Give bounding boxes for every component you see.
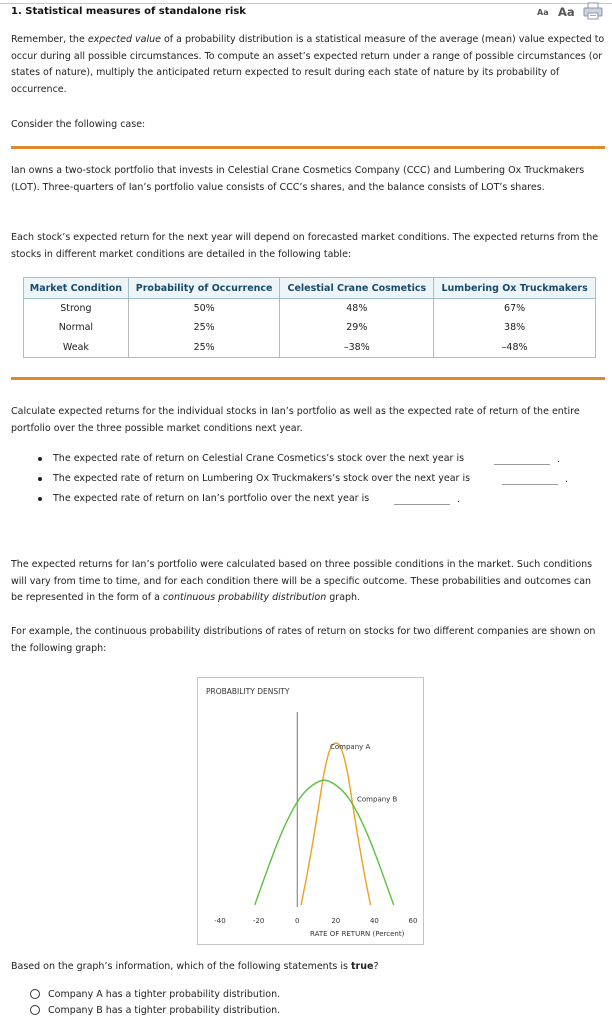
consider-text: Consider the following case:: [11, 119, 146, 130]
table-cell: –38%: [280, 338, 434, 358]
series-label: Company A: [330, 743, 371, 751]
list-item-text: The expected rate of return on Lumbering Ox Truckmakers’s stock over the next year is: [53, 473, 471, 484]
graph-intro-paragraph: For example, the continuous probability distributions of rates of return on stocks for two different companies are shown on the following graph:: [11, 626, 596, 654]
x-tick-label: 60: [408, 917, 418, 925]
x-tick-label: 0: [294, 917, 300, 925]
list-item-text: The expected rate of return on Ian’s portfolio over the next year is: [53, 493, 370, 504]
y-axis-label: PROBABILITY DENSITY: [206, 687, 290, 696]
calculate-prompt: Calculate expected returns for the individual stocks in Ian’s portfolio as well as the expected rate of return of the entire portfolio over the three possible market conditions next year.: [11, 406, 580, 434]
section-divider: [11, 377, 605, 380]
column-header: Celestial Crane Cosmetics: [280, 278, 434, 299]
period-text: .: [565, 474, 569, 485]
table-row: [24, 299, 596, 319]
table-cell: 29%: [280, 318, 434, 337]
table-cell: Weak: [62, 341, 89, 353]
market-conditions-table: [23, 277, 596, 358]
answer-blank-portfolio[interactable]: [394, 504, 450, 505]
bullet-icon: [38, 457, 42, 461]
table-row: [24, 338, 596, 358]
period-text: .: [457, 494, 461, 505]
x-axis-label: RATE OF RETURN (Percent): [310, 930, 405, 938]
table-cell: 25%: [128, 318, 280, 337]
table-cell: Strong: [60, 303, 92, 315]
list-item-text: The expected rate of return on Celestial Crane Cosmetics’s stock over the next year is: [53, 453, 465, 464]
list-item: [38, 491, 598, 511]
probability-distribution-graph: [197, 677, 424, 945]
table-cell: 25%: [128, 338, 280, 358]
column-header: Probability of Occurrence: [128, 278, 280, 299]
table-cell: 50%: [128, 299, 280, 319]
x-tick-label: -40: [214, 917, 226, 925]
table-row: [24, 318, 596, 337]
bullet-icon: [38, 497, 42, 501]
top-divider: [0, 3, 612, 4]
column-header: Market Condition: [24, 278, 129, 299]
intro-paragraph: Remember, the expected value of a probability distribution is a statistical measure of the average (mean) value expected to occur during all possible circumstances. To compute an asset’s expected return under a range of possible circumstances (or states of nature), multiply the anticipated return expected to result during each state of nature by its probability of occurrence.: [11, 34, 605, 95]
option-label: Company A has a tighter probability distribution.: [48, 989, 281, 1000]
x-tick-label: 20: [331, 917, 341, 925]
option-label: Company B has a tighter probability distribution.: [48, 1005, 281, 1016]
table-cell: 48%: [280, 299, 434, 319]
answer-blank-ccc[interactable]: [494, 464, 550, 465]
distribution-chart: [198, 678, 423, 944]
decrease-font-button[interactable]: Aa: [537, 8, 549, 17]
section-divider: [11, 146, 605, 149]
series-line-company-a: [301, 743, 370, 905]
table-intro-paragraph: Each stock’s expected return for the next year will depend on forecasted market conditions. The expected returns from the stocks in different market conditions are detailed in the following table:: [11, 232, 599, 260]
expected-return-list: [38, 451, 598, 511]
list-item: [38, 451, 598, 471]
case-paragraph: Ian owns a two-stock portfolio that invests in Celestial Crane Cosmetics Company (CCC) and Lumbering Ox Truckmakers (LOT). Three-quarters of Ian’s portfolio value consists of CCC’s shares, and the balance consists of LOT’s shares.: [11, 165, 585, 193]
page-title: 1. Statistical measures of standalone risk: [11, 6, 246, 17]
x-tick-label: 40: [369, 917, 379, 925]
column-header: Lumbering Ox Truckmakers: [434, 278, 596, 299]
table-header-row: [24, 278, 596, 299]
table-cell: Normal: [58, 322, 94, 334]
answer-blank-lot[interactable]: [502, 484, 558, 485]
bullet-icon: [38, 477, 42, 481]
print-icon[interactable]: [583, 2, 603, 23]
radio-button[interactable]: [30, 989, 40, 999]
increase-font-button[interactable]: Aa: [558, 5, 575, 19]
radio-button[interactable]: [30, 1005, 40, 1015]
question-text: Based on the graph’s information, which of the following statements is true?: [11, 961, 379, 972]
list-item: [38, 471, 598, 491]
period-text: .: [557, 454, 561, 465]
distribution-paragraph: The expected returns for Ian’s portfolio were calculated based on three possible conditions in the market. Such conditions will vary from time to time, and for each condition there will be a specific outcome. These probabilities and outcomes can be represented in the form of a continuous probability distribution graph.: [11, 559, 593, 604]
table-cell: 67%: [434, 299, 596, 319]
series-label: Company B: [357, 795, 398, 804]
x-tick-label: -20: [252, 917, 265, 925]
table-cell: –48%: [434, 338, 596, 358]
table-cell: 38%: [434, 318, 596, 337]
